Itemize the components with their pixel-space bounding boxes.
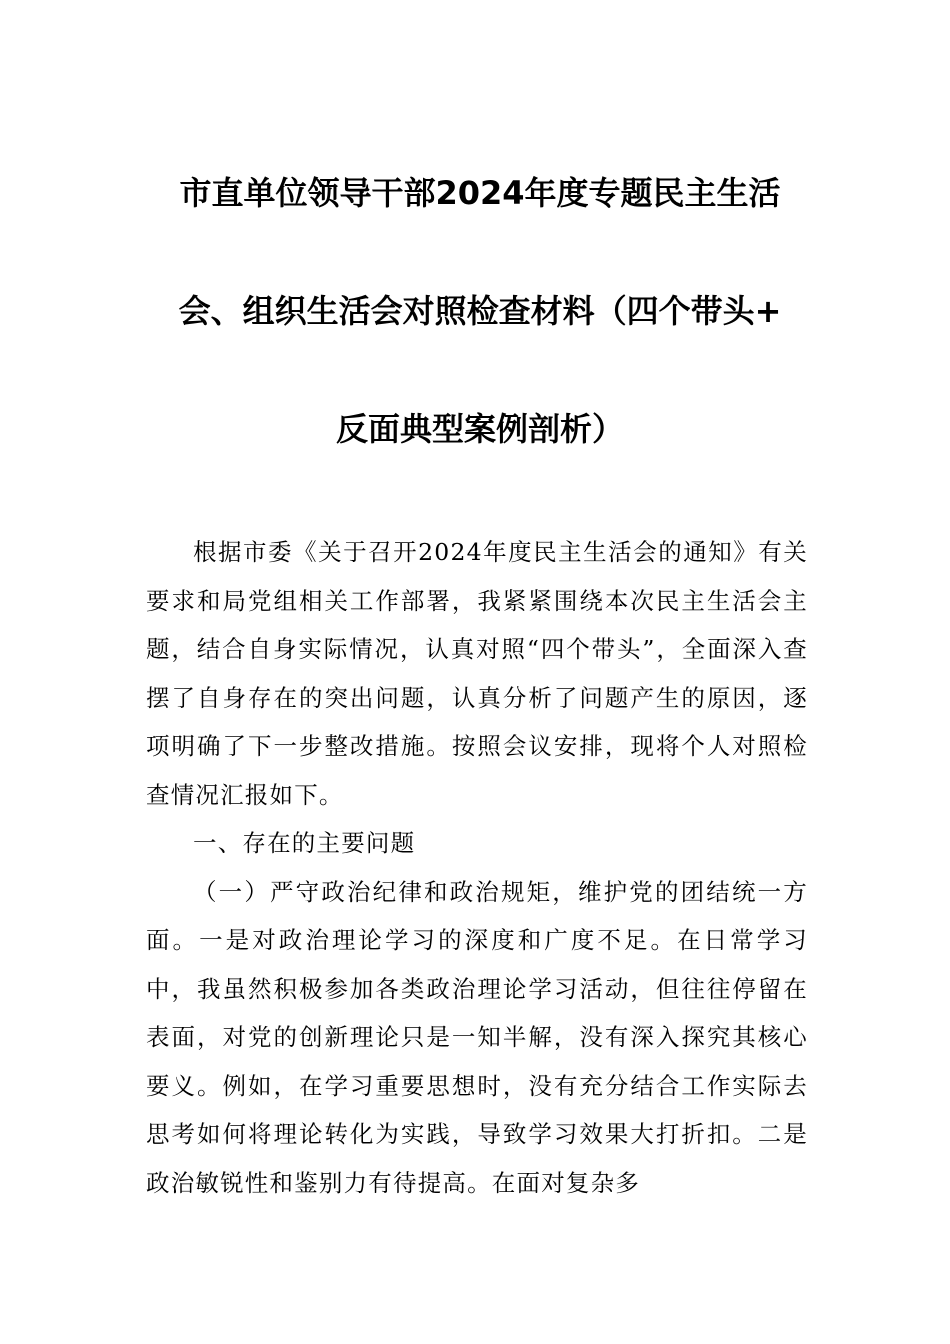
document-title bbox=[140, 134, 820, 488]
title-line: 反面典型案例剖析） bbox=[335, 410, 624, 448]
body-paragraph: （一）严守政治纪律和政治规矩，维护党的团结统一方面。一是对政治理论学习的深度和广度不足。在日常学习中，我虽然积极参加各类政治理论学习活动，但往往停留在表面，对党的创新理论只是一知半解，没有深入探究其核心要义。例如，在学习重要思想时，没有充分结合工作实际去思考如何将理论转化为实践，导致学习效果大打折扣。二是政治敏锐性和鉴别力有待提高。在面对复杂多 bbox=[146, 877, 808, 1197]
section-heading: 一、存在的主要问题 bbox=[193, 829, 416, 857]
intro-paragraph: 根据市委《关于召开2024年度民主生活会的通知》有关要求和局党组相关工作部署，我紧紧围绕本次民主生活会主题，结合自身实际情况，认真对照“四个带头”，全面深入查摆了自身存在的突出问题，认真分析了问题产生的原因，逐项明确了下一步整改措施。按照会议安排，现将个人对照检查情况汇报如下。 bbox=[146, 538, 808, 809]
title-line: 市直单位领导干部2024年度专题民主生活 bbox=[179, 174, 781, 212]
title-line: 会、组织生活会对照检查材料（四个带头+ bbox=[178, 292, 782, 330]
document-body bbox=[146, 528, 808, 1207]
